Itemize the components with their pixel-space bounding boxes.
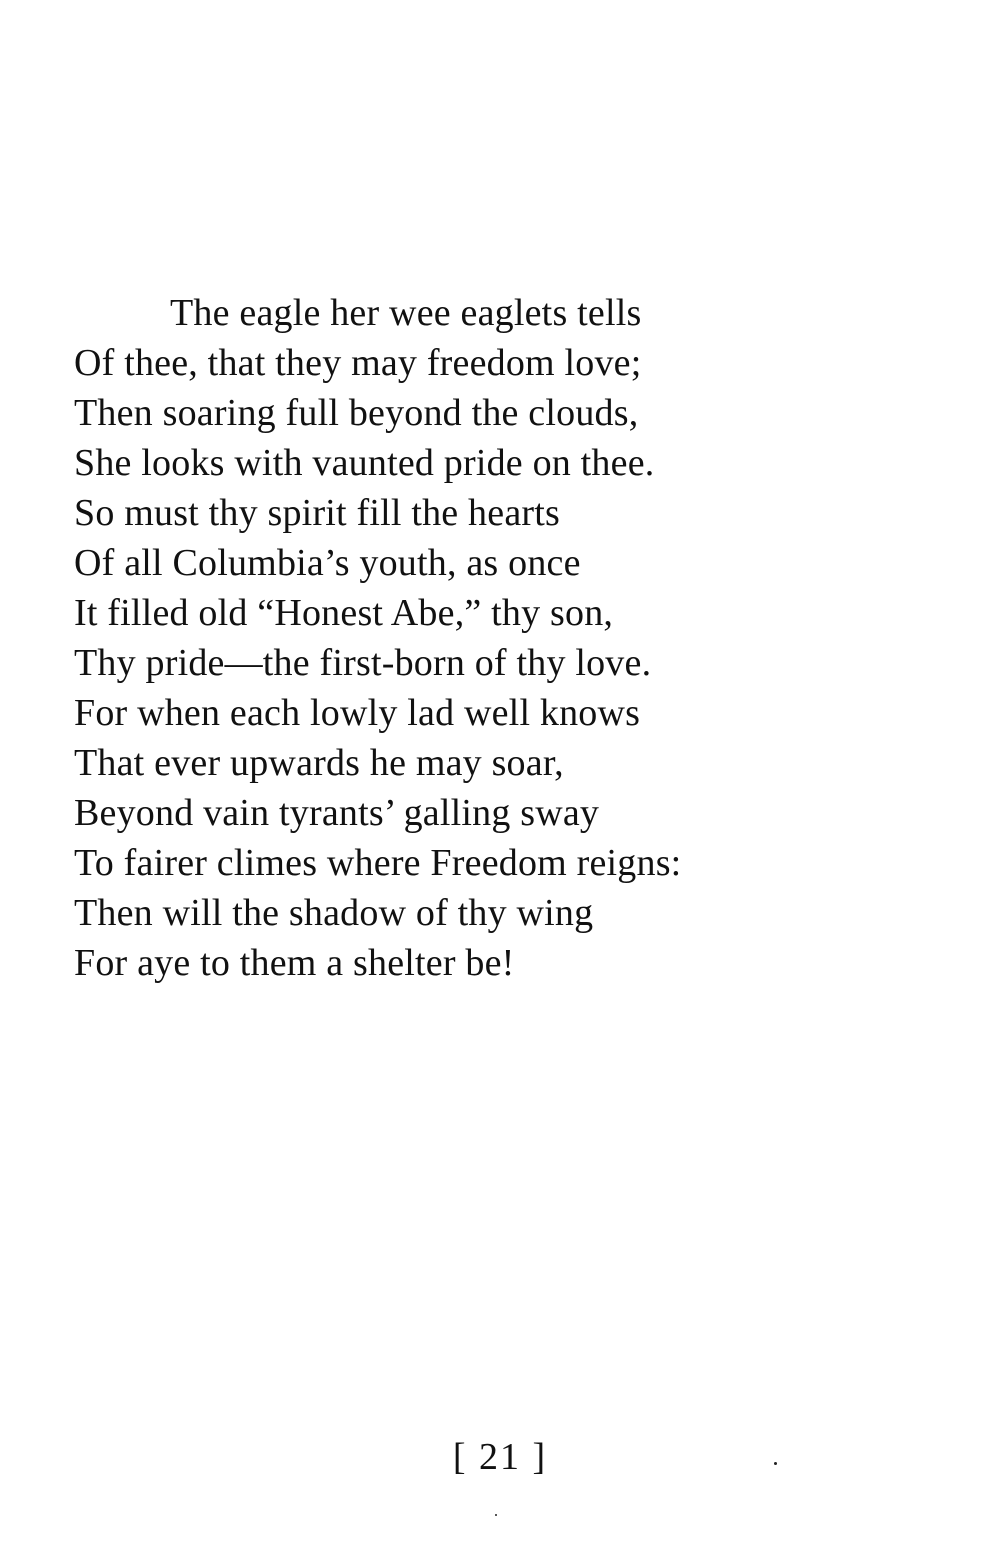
- poem-stanza: [74, 288, 954, 988]
- poem-line: Thy pride—the first-born of thy love.: [74, 642, 652, 684]
- poem-line: Then will the shadow of thy wing: [74, 892, 594, 934]
- poem-line: Then soaring full beyond the clouds,: [74, 392, 639, 434]
- ink-speck: [495, 1514, 497, 1516]
- poem-line: For when each lowly lad well knows: [74, 692, 641, 734]
- poem-line: Of thee, that they may freedom love;: [74, 342, 642, 384]
- poem-line: Beyond vain tyrants’ galling sway: [74, 792, 600, 834]
- poem-line: The eagle her wee eaglets tells: [170, 292, 642, 334]
- page-number: [ 21 ]: [452, 1436, 548, 1478]
- poem-line: It filled old “Honest Abe,” thy son,: [74, 592, 614, 634]
- poem-line: She looks with vaunted pride on thee.: [74, 442, 655, 484]
- poem-line: For aye to them a shelter be!: [74, 942, 515, 984]
- poem-line: So must thy spirit fill the hearts: [74, 492, 560, 534]
- poem-line: To fairer climes where Freedom reigns:: [74, 842, 682, 884]
- poem-line: Of all Columbia’s youth, as once: [74, 542, 581, 584]
- ink-speck: [774, 1462, 777, 1465]
- poem-line: That ever upwards he may soar,: [74, 742, 564, 784]
